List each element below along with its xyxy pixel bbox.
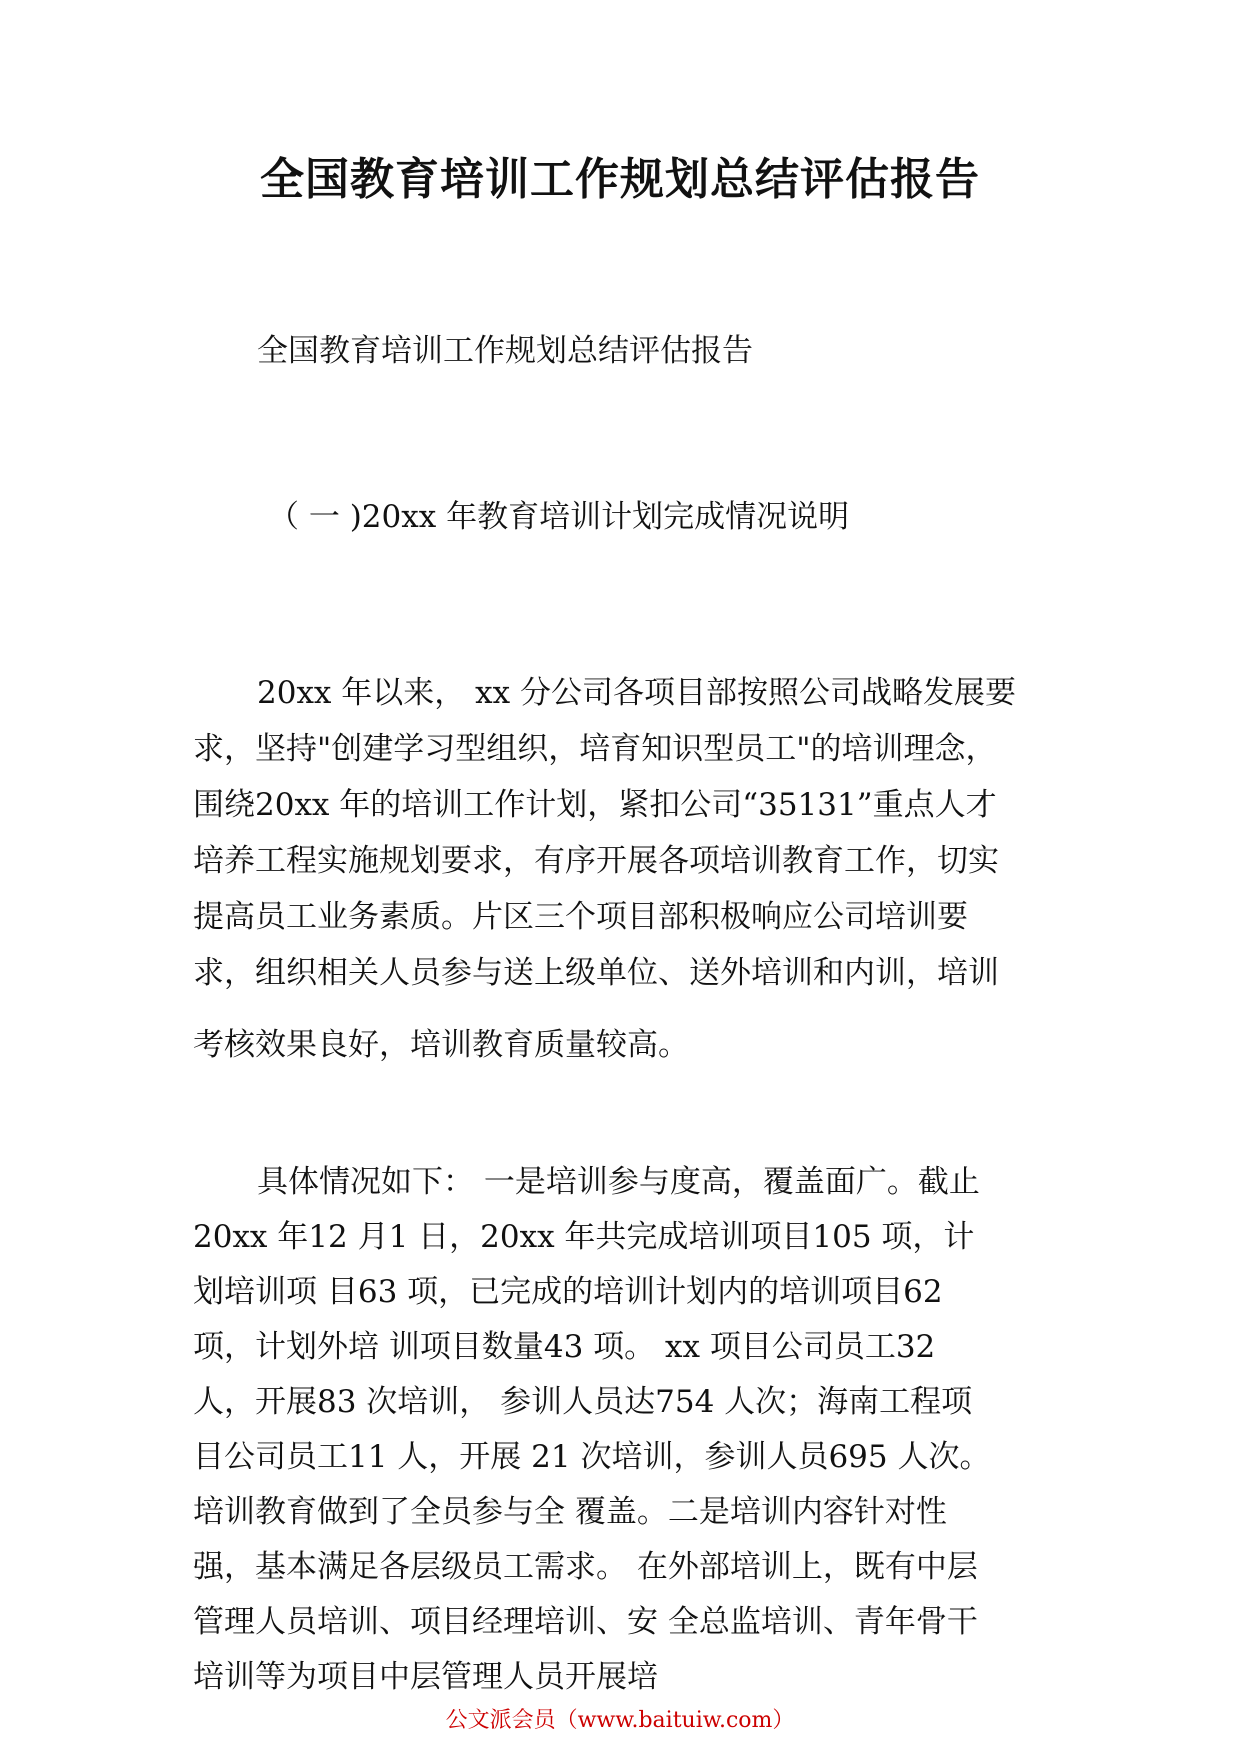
paragraph-line: 培训等为项目中层管理人员开展培 [193,1659,658,1695]
paragraph-line: 人，开展83 次培训， 参训人员达754 人次；海南工程项 [193,1384,973,1420]
paragraph-details [193,1155,1073,1705]
paragraph-line: 20xx 年以来， xx 分公司各项目部按照公司战略发展要 [257,675,1016,711]
paragraph-line: 管理人员培训、项目经理培训、安 全总监培训、青年骨干 [193,1604,978,1640]
paragraph-line: 考核效果良好，培训教育质量较高。 [193,1027,689,1063]
paragraph-line: 求，组织相关人员参与送上级单位、送外培训和内训，培训 [193,955,999,991]
paragraph-line: 20xx 年12 月1 日，20xx 年共完成培训项目105 项，计 [193,1219,975,1255]
paragraph-line: 提高员工业务素质。片区三个项目部积极响应公司培训要 [193,899,968,935]
paragraph-line: 培养工程实施规划要求，有序开展各项培训教育工作，切实 [193,843,999,879]
paragraph-line: 培训教育做到了全员参与全 覆盖。二是培训内容针对性 [193,1494,947,1530]
paragraph-line: 强，基本满足各层级员工需求。 在外部培训上，既有中层 [193,1549,978,1585]
section-heading: （ 一 )20xx 年教育培训计划完成情况说明 [268,499,850,535]
paragraph-line: 求，坚持"创建学习型组织，培育知识型员工"的培训理念， [193,731,997,767]
paragraph-line: 围绕20xx 年的培训工作计划，紧扣公司“35131”重点人才 [193,787,997,823]
footer-watermark-text: 公文派会员（www.baituiw.com） [445,1708,795,1733]
paragraph-intro [193,665,1073,1073]
paragraph-line: 具体情况如下： 一是培训参与度高，覆盖面广。截止 [257,1164,980,1200]
paragraph-line: 项，计划外培 训项目数量43 项。 xx 项目公司员工32 [193,1329,936,1365]
document-subtitle: 全国教育培训工作规划总结评估报告 [257,333,753,369]
page-title: 全国教育培训工作规划总结评估报告 [260,154,980,205]
paragraph-line: 划培训项 目63 项，已完成的培训计划内的培训项目62 [193,1274,943,1310]
paragraph-line: 目公司员工11 人，开展 21 次培训，参训人员695 人次。 [193,1439,991,1475]
